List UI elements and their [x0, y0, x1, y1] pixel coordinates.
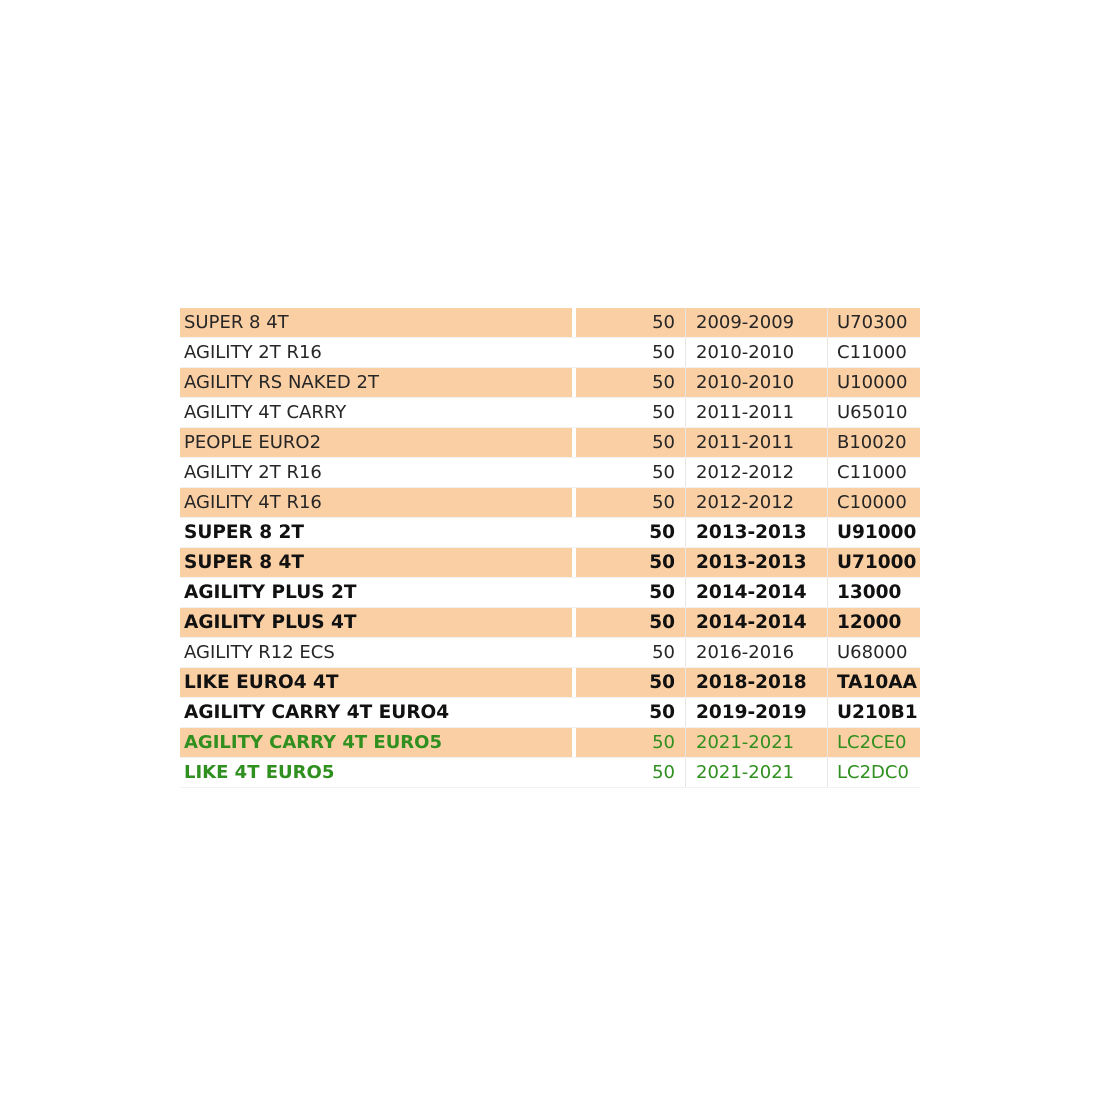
years-cell: 2013-2013: [686, 518, 828, 547]
years-cell: 2018-2018: [686, 668, 828, 697]
code-cell: U10000: [837, 372, 908, 393]
model-cell: PEOPLE EURO2: [180, 428, 576, 457]
model-cell: SUPER 8 4T: [180, 308, 576, 337]
code-cell: U210B1: [837, 702, 918, 723]
code-cell: B10020: [837, 432, 907, 453]
code-cell: U70300: [837, 312, 908, 333]
years-cell: 2013-2013: [686, 548, 828, 577]
table-row: [180, 728, 920, 758]
model-cell: AGILITY PLUS 2T: [180, 578, 576, 607]
model-cell: SUPER 8 2T: [180, 518, 576, 547]
code-cell: LC2CE0: [837, 732, 907, 753]
table-row: [180, 428, 920, 458]
displacement-cell: 50: [576, 668, 686, 697]
years-cell: 2021-2021: [686, 728, 828, 757]
code-cell: U91000: [837, 522, 917, 543]
table-row: [180, 338, 920, 368]
model-cell: SUPER 8 4T: [180, 548, 576, 577]
code-cell: C11000: [837, 342, 907, 363]
years-cell: 2019-2019: [686, 698, 828, 727]
table-row: [180, 458, 920, 488]
table-row: [180, 308, 920, 338]
code-cell: C11000: [837, 462, 907, 483]
displacement-cell: 50: [576, 368, 686, 397]
code-cell: TA10AA: [837, 672, 917, 693]
table-row: [180, 698, 920, 728]
years-cell: 2016-2016: [686, 638, 828, 667]
model-cell: AGILITY R12 ECS: [180, 638, 576, 667]
table-row: [180, 368, 920, 398]
years-cell: 2014-2014: [686, 578, 828, 607]
years-cell: 2012-2012: [686, 488, 828, 517]
code-cell: C10000: [837, 492, 907, 513]
model-cell: LIKE 4T EURO5: [180, 758, 576, 787]
table-row: [180, 668, 920, 698]
displacement-cell: 50: [576, 398, 686, 427]
model-cell: AGILITY CARRY 4T EURO5: [180, 728, 576, 757]
years-cell: 2014-2014: [686, 608, 828, 637]
code-cell: 12000: [837, 612, 902, 633]
displacement-cell: 50: [576, 308, 686, 337]
code-cell: U71000: [837, 552, 917, 573]
table-row: [180, 488, 920, 518]
table-row: [180, 638, 920, 668]
table-row: [180, 518, 920, 548]
displacement-cell: 50: [576, 428, 686, 457]
code-cell: 13000: [837, 582, 902, 603]
years-cell: 2009-2009: [686, 308, 828, 337]
code-cell: U65010: [837, 402, 908, 423]
model-cell: AGILITY 2T R16: [180, 338, 576, 367]
years-cell: 2010-2010: [686, 368, 828, 397]
years-cell: 2010-2010: [686, 338, 828, 367]
model-cell: LIKE EURO4 4T: [180, 668, 576, 697]
model-table: [180, 308, 920, 788]
displacement-cell: 50: [576, 698, 686, 727]
model-cell: AGILITY CARRY 4T EURO4: [180, 698, 576, 727]
displacement-cell: 50: [576, 518, 686, 547]
code-cell: U68000: [837, 642, 908, 663]
model-cell: AGILITY 4T R16: [180, 488, 576, 517]
model-cell: AGILITY RS NAKED 2T: [180, 368, 576, 397]
table-row: [180, 608, 920, 638]
displacement-cell: 50: [576, 458, 686, 487]
displacement-cell: 50: [576, 548, 686, 577]
displacement-cell: 50: [576, 638, 686, 667]
years-cell: 2012-2012: [686, 458, 828, 487]
displacement-cell: 50: [576, 608, 686, 637]
years-cell: 2011-2011: [686, 398, 828, 427]
displacement-cell: 50: [576, 488, 686, 517]
years-cell: 2011-2011: [686, 428, 828, 457]
displacement-cell: 50: [576, 338, 686, 367]
table-row: [180, 758, 920, 788]
displacement-cell: 50: [576, 578, 686, 607]
displacement-cell: 50: [576, 758, 686, 787]
table-row: [180, 548, 920, 578]
model-cell: AGILITY 2T R16: [180, 458, 576, 487]
model-cell: AGILITY 4T CARRY: [180, 398, 576, 427]
table-row: [180, 398, 920, 428]
code-cell: LC2DC0: [837, 762, 909, 783]
table-row: [180, 578, 920, 608]
years-cell: 2021-2021: [686, 758, 828, 787]
model-cell: AGILITY PLUS 4T: [180, 608, 576, 637]
displacement-cell: 50: [576, 728, 686, 757]
